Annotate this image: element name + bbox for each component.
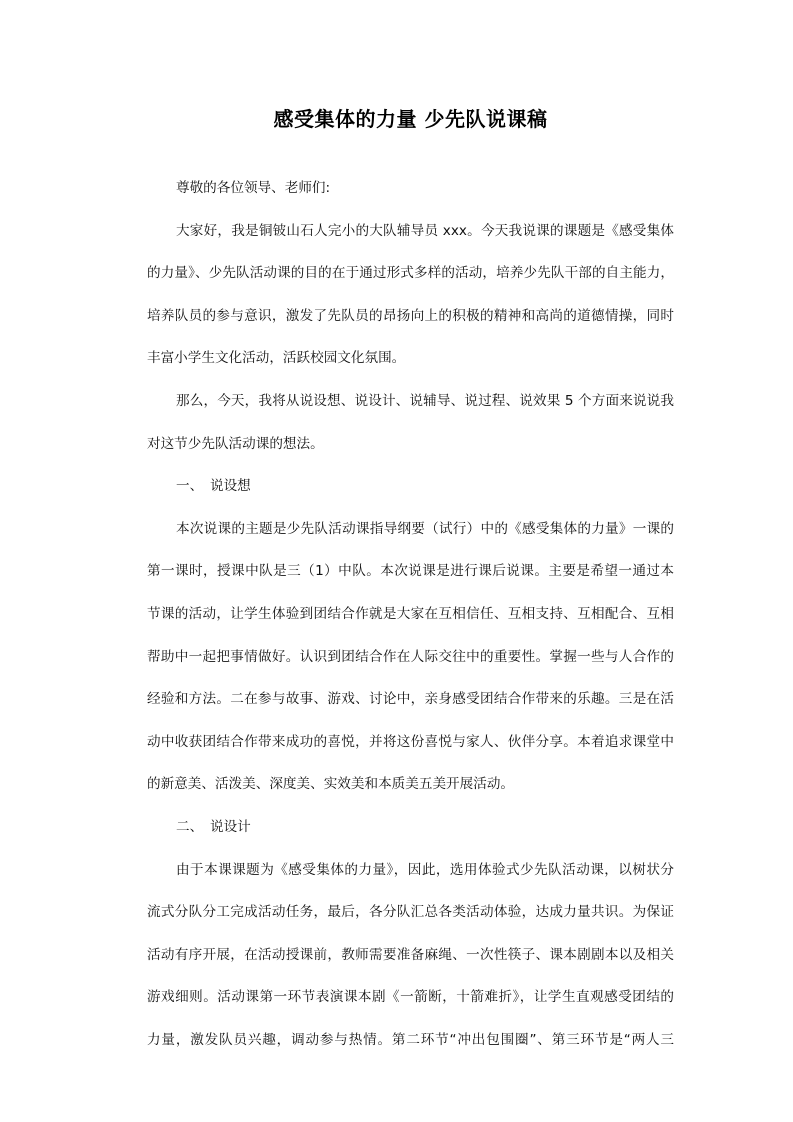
paragraph-line: 经验和方法。二在参与故事、游戏、讨论中，亲身感受团结合作带来的乐趣。三是在活 [147,691,674,708]
intro-paragraph [147,210,674,380]
paragraph-line: 游戏细则。活动课第一环节表演课本剧《一箭断，十箭难折》，让学生直观感受团结的 [147,989,674,1006]
document-body [147,167,674,1061]
section-heading [147,465,674,508]
paragraph-line: 的力量》、少先队活动课的目的在于通过形式多样的活动，培养少先队干部的自主能力， [147,265,674,282]
paragraph-line: 第一课时，授课中队是三（1）中队。本次说课是进行课后说课。主要是希望一通过本 [147,563,674,580]
salutation: 尊敬的各位领导、老师们: [176,180,331,196]
paragraph-line: 培养队员的参与意识，激发了先队员的昂扬向上的积极的精神和高尚的道德情操，同时 [147,307,674,324]
paragraph-line: 对这节少先队活动课的想法。 [147,435,324,452]
section-paragraph [147,508,674,806]
paragraph-line: 丰富小学生文化活动，活跃校园文化氛围。 [147,350,406,367]
paragraph-line: 节课的活动，让学生体验到团结合作就是大家在互相信任、互相支持、互相配合、互相 [147,605,674,622]
paragraph-line: 那么，今天，我将从说设想、说设计、说辅导、说过程、说效果 5 个方面来说说我 [176,392,674,409]
overview-paragraph [147,380,674,465]
paragraph-line: 力量，激发队员兴趣，调动参与热情。第二环节“冲出包围圈”、第三环节是“两人三 [147,1031,674,1048]
paragraph-line: 动中收获团结合作带来成功的喜悦，并将这份喜悦与家人、伙伴分享。本着追求课堂中 [147,733,674,750]
document-title: 感受集体的力量 少先队说课稿 [273,107,548,131]
paragraph-line: 本次说课的主题是少先队活动课指导纲要（试行）中的《感受集体的力量》一课的 [176,520,674,537]
section-heading-text: 说设计 [210,818,251,835]
section-number: 二、 [176,818,204,835]
paragraph-line: 活动有序开展，在活动授课前，教师需要准备麻绳、一次性筷子、课本剧剧本以及相关 [147,946,674,963]
section-heading-text: 说设想 [210,478,251,495]
section-heading [147,806,674,849]
section-paragraph [147,849,674,1062]
paragraph-line: 流式分队分工完成活动任务，最后，各分队汇总各类活动体验，达成力量共识。为保证 [147,904,674,921]
section-number: 一、 [176,478,204,495]
paragraph-line: 的新意美、活泼美、深度美、实效美和本质美五美开展活动。 [147,776,515,793]
paragraph-line: 帮助中一起把事情做好。认识到团结合作在人际交往中的重要性。掌握一些与人合作的 [147,648,674,665]
paragraph-line: 大家好，我是铜铍山石人完小的大队辅导员 xxx。今天我说课的课题是《感受集体 [176,222,674,239]
paragraph-line: 由于本课课题为《感受集体的力量》，因此，选用体验式少先队活动课，以树状分 [176,861,674,878]
